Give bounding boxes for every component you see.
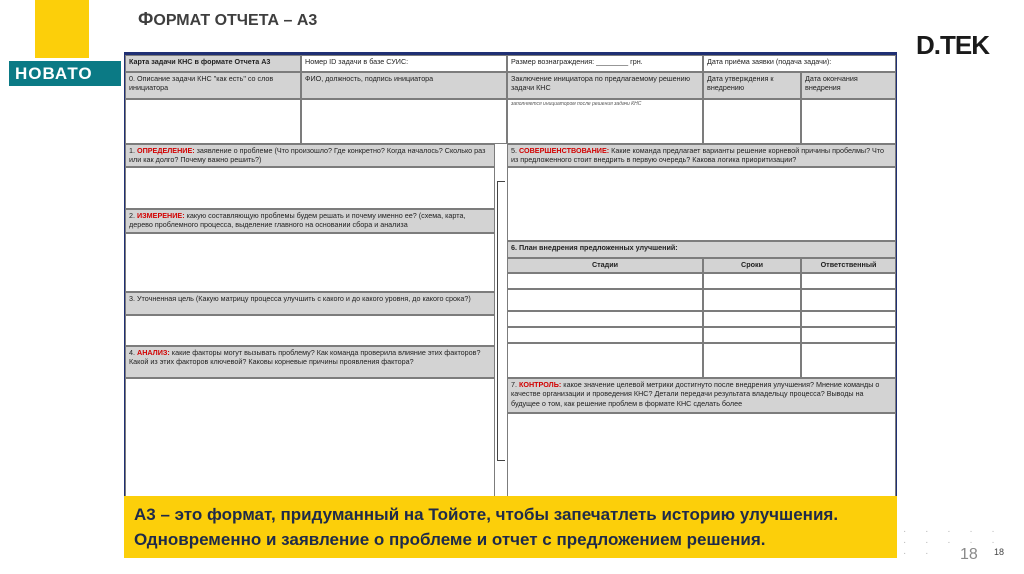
form-date-end-field[interactable] (801, 99, 896, 144)
plan-row-4-responsible[interactable] (801, 327, 896, 343)
slide-title (138, 9, 317, 30)
form-conclusion-note: заполняется инициатором после решения задачи КНС (511, 101, 642, 107)
bracket-connector (497, 181, 505, 461)
section-7-field[interactable] (507, 413, 896, 499)
summary-callout (124, 496, 897, 558)
plan-row-4-deadline[interactable] (703, 327, 801, 343)
form-reward-label: Размер вознаграждения: ________ грн. (507, 55, 703, 72)
plan-row-5-stage[interactable] (507, 343, 703, 378)
plan-col-deadline: Сроки (703, 258, 801, 273)
section-4-number: 4. (129, 348, 135, 357)
section-7-header (507, 378, 896, 413)
form-date-approved-label: Дата утверждения к внедрению (703, 72, 801, 99)
plan-row-1-stage[interactable] (507, 273, 703, 289)
section-4-text: какие факторы могут вызывать проблему? Как команда проверила влияние этих факторов? Какой из этих факторов ключевой? Каковы корневые причины проявления фактора? (129, 348, 481, 367)
section-1-keyword: ОПРЕДЕЛЕНИЕ: (137, 146, 195, 155)
section-2-keyword: ИЗМЕРЕНИЕ: (137, 211, 185, 220)
section-5-header (507, 144, 896, 167)
logo-yellow-block (35, 0, 89, 58)
a3-form (124, 52, 897, 496)
slide-title-rest: ОРМАТ ОТЧЕТА – А3 (153, 12, 318, 29)
form-card-title: Карта задачи КНС в формате Отчета А3 (125, 55, 301, 72)
form-initiator-label: ФИО, должность, подпись инициатора (301, 72, 507, 99)
section-2-field[interactable] (125, 233, 495, 292)
plan-col-stage: Стадии (507, 258, 703, 273)
plan-col-responsible: Ответственный (801, 258, 896, 273)
section-7-number: 7. (511, 380, 517, 389)
company-logo-left: НОВАТО (9, 61, 121, 86)
section-3-field[interactable] (125, 315, 495, 346)
section-3-header: 3. Уточненная цель (Какую матрицу процесса улучшить с какого и до какого уровня, до какого срока?) (125, 292, 495, 315)
form-date-approved-field[interactable] (703, 99, 801, 144)
section-1-field[interactable] (125, 167, 495, 209)
section-2-header (125, 209, 495, 233)
section-1-number: 1. (129, 146, 135, 155)
section-4-field[interactable] (125, 378, 495, 499)
section-5-number: 5. (511, 146, 517, 155)
section-2-number: 2. (129, 211, 135, 220)
form-conclusion-label: Заключение инициатора по предлагаемому решению задачи КНС (507, 72, 703, 99)
plan-row-5-deadline[interactable] (703, 343, 801, 378)
callout-line-2: Одновременно и заявление о проблеме и отчет с предложением решения. (134, 529, 766, 549)
section-1-text: заявление о проблеме (Что произошло? Где конкретно? Когда началось? Сколько раз или как долго? Почему важно решить?) (129, 146, 486, 165)
plan-row-1-deadline[interactable] (703, 273, 801, 289)
plan-row-3-deadline[interactable] (703, 311, 801, 327)
section-5-keyword: СОВЕРШЕНСТВОВАНИЕ: (519, 146, 610, 155)
plan-row-2-stage[interactable] (507, 289, 703, 311)
section-5-field[interactable] (507, 167, 896, 241)
decorative-dots: · · · · · · · · · · · · (903, 526, 1003, 559)
plan-row-5-responsible[interactable] (801, 343, 896, 378)
slide-title-capital: Ф (138, 9, 154, 29)
plan-row-4-stage[interactable] (507, 327, 703, 343)
plan-row-2-responsible[interactable] (801, 289, 896, 311)
form-initiator-field[interactable] (301, 99, 507, 144)
dtek-logo: D.TEK (916, 30, 989, 60)
form-date-end-label: Дата окончания внедрения (801, 72, 896, 99)
section-4-header (125, 346, 495, 378)
section-4-keyword: АНАЛИЗ: (137, 348, 170, 357)
page-number-large: 18 (960, 546, 978, 563)
plan-row-3-responsible[interactable] (801, 311, 896, 327)
form-conclusion-field[interactable] (507, 99, 703, 144)
form-date-received: Дата приёма заявки (подача задачи): (703, 55, 896, 72)
section-1-header (125, 144, 495, 167)
form-id-label: Номер ID задачи в базе СУИС: (301, 55, 507, 72)
section-6-header: 6. План внедрения предложенных улучшений: (507, 241, 896, 258)
form-description-label: 0. Описание задачи КНС "как есть" со слов инициатора (125, 72, 301, 99)
section-2-text: какую составляющую проблемы будем решать и почему именно ее? (схема, карта, дерево проблемного процесса, выделение главного на основании сбора и анализа (129, 211, 466, 230)
section-7-keyword: КОНТРОЛЬ: (519, 380, 562, 389)
plan-row-2-deadline[interactable] (703, 289, 801, 311)
plan-row-1-responsible[interactable] (801, 273, 896, 289)
section-7-text: какое значение целевой метрики достигнуто после внедрения улучшения? Мнение команды о качестве организации и проведения КНС? Детали передачи результата владельцу процесса? Выводы на будущее о том, как решение проблем в формате КНС сделать более (511, 380, 880, 408)
plan-row-3-stage[interactable] (507, 311, 703, 327)
section-5-text: Какие команда предлагает варианты решение корневой причины пробелмы? Что из предложенного стоит внедрить в первую очередь? Какова логика приоритизации? (511, 146, 885, 165)
callout-line-1: А3 – это формат, придуманный на Тойоте, чтобы запечатлеть историю улучшения. (134, 505, 839, 524)
form-description-field[interactable] (125, 99, 301, 144)
page-number-small: 18 (994, 547, 1005, 557)
